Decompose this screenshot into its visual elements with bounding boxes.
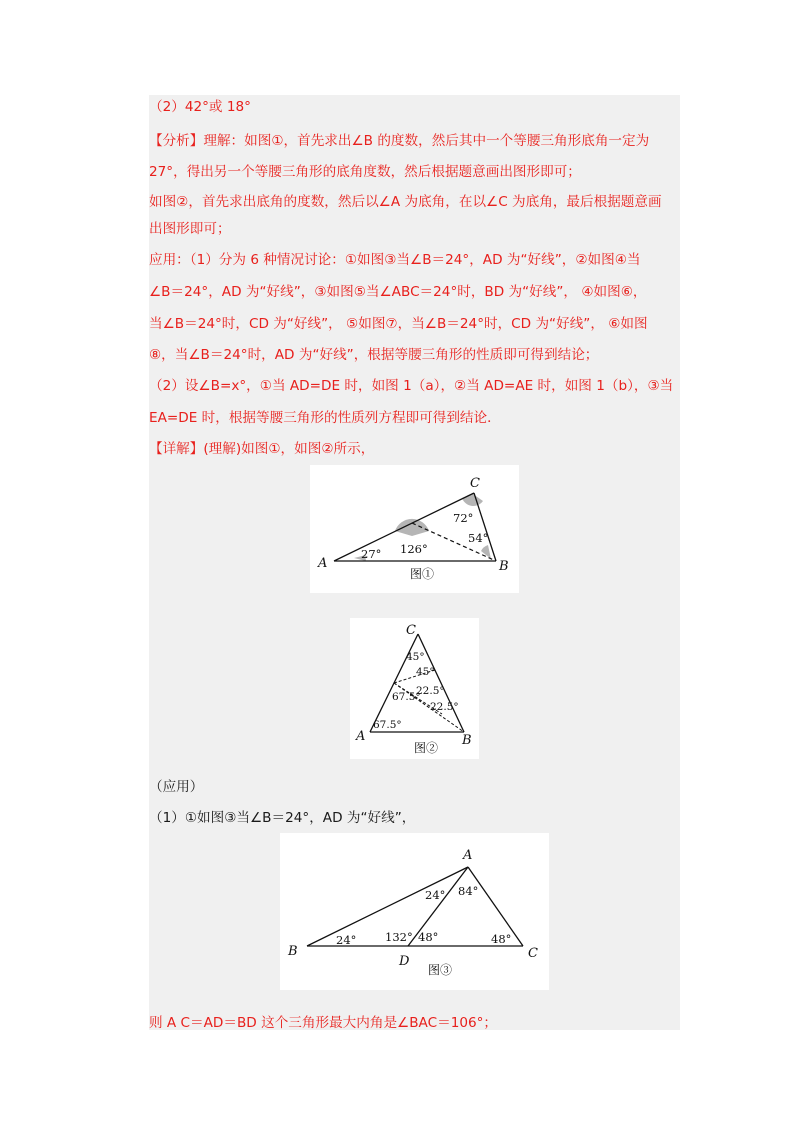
- figure-caption: 图①: [410, 567, 435, 581]
- angle-label: 72°: [453, 511, 474, 525]
- figure-3: [280, 833, 549, 990]
- text-line: （2）42°或 18°: [149, 99, 251, 115]
- angle-label: 67.5°: [373, 719, 402, 731]
- angle-label: 22.5°: [430, 701, 459, 713]
- angle-label: 54°: [468, 531, 489, 545]
- text-line: 如图②，首先求出底角的度数，然后以∠A 为底角，在以∠C 为底角，最后根据题意画: [149, 194, 662, 210]
- angle-arc-126: [395, 519, 429, 536]
- figure-caption: 图③: [428, 963, 453, 977]
- text-line: （2）设∠B=x°，①当 AD=DE 时，如图 1（a），②当 AD=AE 时，如图 1（b），③当: [149, 378, 674, 394]
- text-line: 【详解】(理解)如图①，如图②所示，: [149, 441, 375, 457]
- angle-label: 126°: [400, 542, 428, 556]
- label-b: B: [462, 733, 472, 748]
- segment-cb: [418, 634, 464, 732]
- angle-label: 22.5°: [416, 685, 445, 697]
- label-c: C: [470, 476, 480, 491]
- label-c: C: [406, 623, 416, 638]
- angle-label: 48°: [491, 932, 512, 946]
- label-b: B: [288, 944, 298, 959]
- angle-label: 67.5°: [392, 691, 421, 703]
- text-line: 则 A C＝AD＝BD 这个三角形最大内角是∠BAC＝106°；: [149, 1015, 498, 1031]
- text-line: （1）①如图③当∠B＝24°，AD 为“好线”，: [149, 810, 416, 826]
- text-line: 出图形即可；: [149, 221, 231, 237]
- label-b: B: [499, 559, 509, 574]
- angle-label: 45°: [416, 666, 435, 678]
- angle-label: 45°: [406, 651, 425, 663]
- label-c: C: [528, 946, 538, 961]
- text-line: （应用）: [149, 779, 204, 795]
- angle-arc-54: [481, 545, 491, 559]
- label-d: D: [399, 954, 410, 969]
- text-line: 27°，得出另一个等腰三角形的底角度数，然后根据题意画出图形即可；: [149, 164, 581, 180]
- figure-1: [310, 465, 519, 593]
- angle-label: 84°: [458, 884, 479, 898]
- angle-label: 48°: [418, 930, 439, 944]
- text-line: 应用：（1）分为 6 种情况讨论：①如图③当∠B＝24°，AD 为“好线”，②如图④当: [149, 252, 641, 268]
- text-line: EA=DE 时，根据等腰三角形的性质列方程即可得到结论．: [149, 410, 501, 426]
- angle-label: 132°: [385, 930, 413, 944]
- angle-label: 27°: [361, 547, 382, 561]
- label-a: A: [356, 729, 366, 744]
- text-line: 当∠B＝24°时，CD 为“好线”， ⑤如图⑦，当∠B＝24°时，CD 为“好线”， ⑥如图: [149, 316, 648, 332]
- figure-caption: 图②: [414, 741, 439, 755]
- figure-2: [350, 618, 479, 759]
- text-line: ⑧，当∠B＝24°时，AD 为“好线”，根据等腰三角形的性质即可得到结论；: [149, 347, 599, 363]
- text-line: ∠B＝24°，AD 为“好线”，③如图⑤当∠ABC＝24°时，BD 为“好线”， ④如图⑥，: [149, 284, 647, 300]
- angle-label: 24°: [336, 933, 357, 947]
- label-a: A: [318, 556, 328, 571]
- text-line: 【分析】理解：如图①，首先求出∠B 的度数，然后其中一个等腰三角形底角一定为: [149, 133, 650, 149]
- angle-arc-72: [462, 494, 483, 506]
- label-a: A: [463, 848, 473, 863]
- angle-label: 24°: [425, 888, 446, 902]
